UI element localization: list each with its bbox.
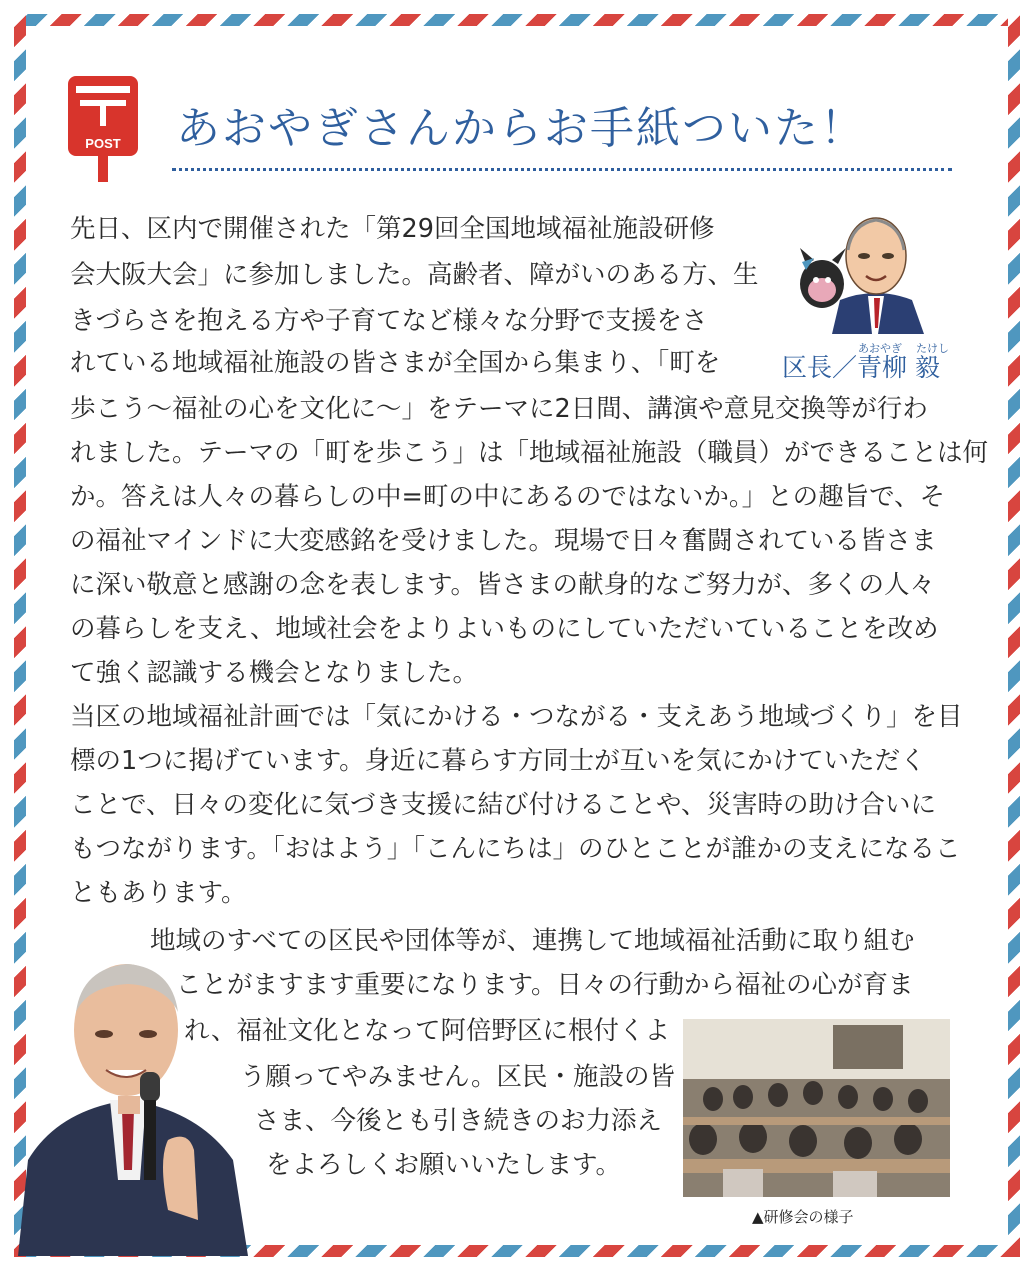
author-ruby-given: たけし: [916, 342, 949, 355]
body-line: もつながります。「おはよう」「こんにちは」のひとことが誰かの支えになるこ: [70, 834, 961, 864]
body-line: れ、福祉文化となって阿倍野区に根付くよ: [184, 1016, 671, 1046]
postbox-icon: [68, 76, 138, 182]
body-line: ことがますます重要になります。日々の行動から福祉の心が育ま: [176, 970, 914, 1000]
author-ruby-surname: あおやぎ: [858, 342, 902, 355]
title-divider: [172, 168, 952, 171]
body-line: をよろしくお願いいたします。: [266, 1150, 621, 1180]
body-line: て強く認識する機会となりました。: [70, 658, 479, 688]
body-line: に深い敬意と感謝の念を表します。皆さまの献身的なご努力が、多くの人々: [70, 570, 935, 600]
body-line: 歩こう〜福祉の心を文化に〜」をテーマに2日間、講演や意見交換等が行わ: [70, 394, 928, 424]
author-name: 区長／青柳 毅: [782, 353, 940, 382]
body-line: う願ってやみません。区民・施設の皆: [240, 1062, 676, 1092]
airmail-border-top: [14, 14, 1020, 26]
body-line: ことで、日々の変化に気づき支援に結び付けることや、災害時の助け合いに: [70, 790, 936, 820]
page-title: あおやぎさんからお手紙ついた！: [176, 103, 866, 154]
photo-caption: ▲研修会の様子: [752, 1208, 854, 1226]
body-line: 会大阪大会」に参加しました。高齢者、障がいのある方、生: [70, 260, 759, 290]
airmail-border-right: [1008, 14, 1020, 1257]
post-label: POST: [85, 136, 121, 151]
mayor-photo: [18, 960, 248, 1256]
body-line: 地域のすべての区民や団体等が、連携して地域福祉活動に取り組む: [150, 926, 915, 956]
body-line: 当区の地域福祉計画では「気にかける・つながる・支えあう地域づくり」を目: [70, 702, 963, 732]
body-line: れている地域福祉施設の皆さまが全国から集まり、「町を: [70, 348, 721, 378]
body-line: さま、今後とも引き続きのお力添え: [254, 1106, 663, 1136]
body-line: 標の1つに掲げています。身近に暮らす方同士が互いを気にかけていただく: [70, 746, 926, 776]
body-line: の福祉マインドに大変感銘を受けました。現場で日々奮闘されている皆さま: [70, 526, 937, 556]
mayor-illustration: [792, 204, 940, 334]
seminar-photo: [683, 1019, 950, 1197]
body-line: 先日、区内で開催された「第29回全国地域福祉施設研修: [70, 214, 715, 244]
body-line: きづらさを抱える方や子育てなど様々な分野で支援をさ: [70, 306, 708, 336]
body-line: れました。テーマの「町を歩こう」は「地域福祉施設（職員）ができることは何: [70, 438, 989, 468]
body-line: か。答えは人々の暮らしの中=町の中にあるのではないか。」との趣旨で、そ: [70, 482, 946, 512]
body-line: の暮らしを支え、地域社会をよりよいものにしていただいていることを改め: [70, 614, 939, 644]
body-line: ともあります。: [70, 878, 247, 908]
